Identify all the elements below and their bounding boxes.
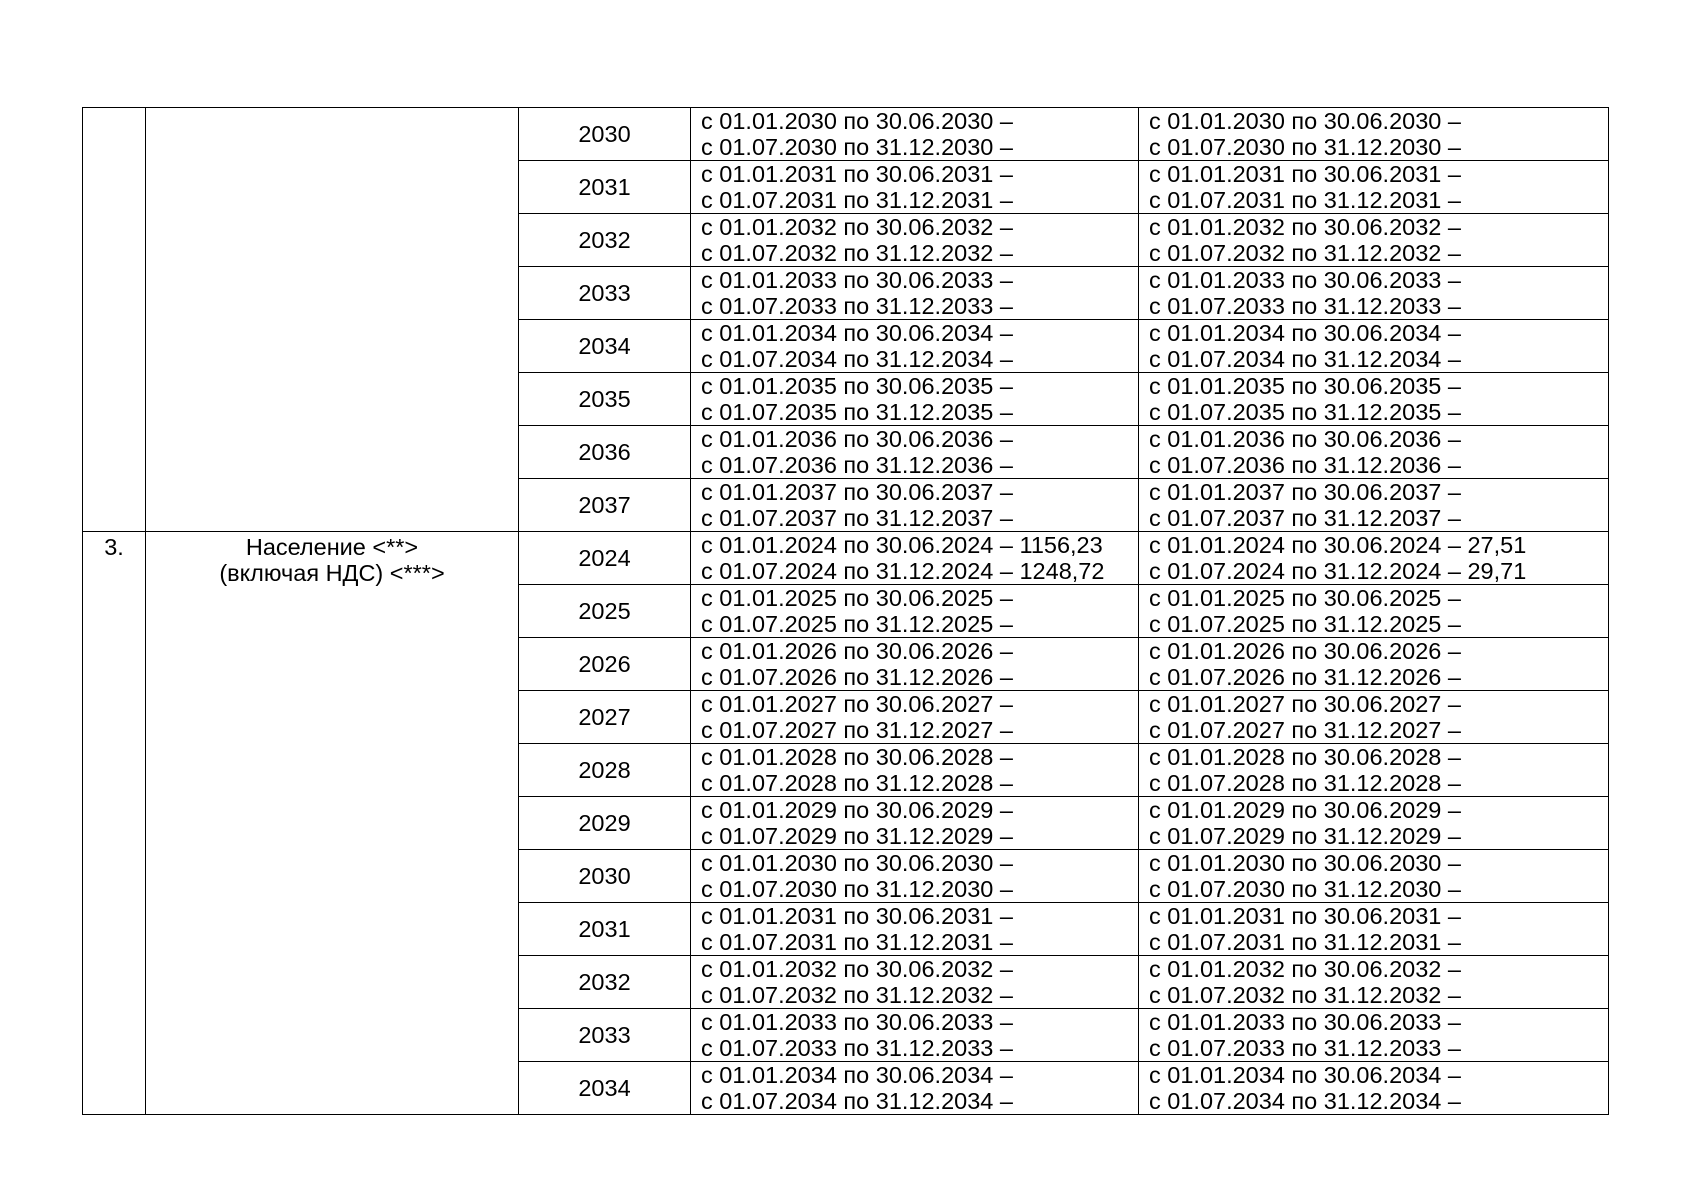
tariff-period-cell [691,108,1139,161]
period-line: с 01.07.2026 по 31.12.2026 – [1149,664,1461,690]
period-line: с 01.07.2033 по 31.12.2033 – [1149,293,1461,319]
period-line: с 01.07.2028 по 31.12.2028 – [701,770,1013,796]
tariff-period-cell [691,532,1139,585]
period-line: с 01.07.2031 по 31.12.2031 – [1149,187,1461,213]
period-line: с 01.01.2026 по 30.06.2026 – [1149,638,1461,664]
period-line: с 01.07.2032 по 31.12.2032 – [701,240,1013,266]
period-line: с 01.01.2034 по 30.06.2034 – [701,320,1013,346]
year-cell: 2032 [519,214,691,267]
consumer-category-cell [146,532,519,1115]
period-line: с 01.07.2024 по 31.12.2024 – 1248,72 [701,558,1105,584]
year-cell: 2031 [519,903,691,956]
section-number-cell [83,532,146,1115]
period-line: с 01.07.2037 по 31.12.2037 – [1149,505,1461,531]
period-line: с 01.01.2027 по 30.06.2027 – [1149,691,1461,717]
period-line: с 01.01.2027 по 30.06.2027 – [701,691,1013,717]
period-line: с 01.01.2034 по 30.06.2034 – [701,1062,1013,1088]
tariff-period-cell [691,373,1139,426]
period-line: с 01.07.2026 по 31.12.2026 – [701,664,1013,690]
section-number-cell [83,108,146,532]
period-line: с 01.07.2030 по 31.12.2030 – [701,134,1013,160]
consumer-category-line: Население <**> [245,534,419,560]
tariff-component-period-cell [1139,108,1609,161]
period-line: с 01.01.2034 по 30.06.2034 – [1149,320,1461,346]
tariff-period-cell [691,903,1139,956]
period-line: с 01.01.2030 по 30.06.2030 – [1149,850,1461,876]
period-line: с 01.07.2025 по 31.12.2025 – [701,611,1013,637]
period-line: с 01.07.2030 по 31.12.2030 – [701,876,1013,902]
period-line: с 01.07.2032 по 31.12.2032 – [701,982,1013,1008]
period-line: с 01.01.2036 по 30.06.2036 – [1149,426,1461,452]
period-line: с 01.07.2034 по 31.12.2034 – [701,346,1013,372]
period-line: с 01.07.2033 по 31.12.2033 – [701,293,1013,319]
year-cell: 2027 [519,691,691,744]
period-line: с 01.07.2034 по 31.12.2034 – [1149,346,1461,372]
tariff-component-period-cell [1139,903,1609,956]
period-line: с 01.01.2029 по 30.06.2029 – [1149,797,1461,823]
tariff-component-period-cell [1139,691,1609,744]
period-line: с 01.01.2030 по 30.06.2030 – [1149,108,1461,134]
period-line: с 01.01.2030 по 30.06.2030 – [701,850,1013,876]
tariff-component-period-cell [1139,267,1609,320]
year-cell: 2030 [519,850,691,903]
period-line: с 01.07.2031 по 31.12.2031 – [701,187,1013,213]
tariff-period-cell [691,267,1139,320]
consumer-category-line: (включая НДС) <***> [219,560,445,586]
period-line: с 01.01.2024 по 30.06.2024 – 27,51 [1149,532,1527,558]
tariff-period-cell [691,956,1139,1009]
period-line: с 01.07.2029 по 31.12.2029 – [701,823,1013,849]
tariff-period-cell [691,797,1139,850]
consumer-category-cell [146,108,519,532]
tariff-period-cell [691,214,1139,267]
tariff-component-period-cell [1139,426,1609,479]
year-cell: 2033 [519,267,691,320]
period-line: с 01.01.2036 по 30.06.2036 – [701,426,1013,452]
period-line: с 01.01.2031 по 30.06.2031 – [701,161,1013,187]
period-line: с 01.07.2031 по 31.12.2031 – [1149,929,1461,955]
period-line: с 01.07.2031 по 31.12.2031 – [701,929,1013,955]
year-cell: 2026 [519,638,691,691]
tariff-period-cell [691,426,1139,479]
period-line: с 01.01.2031 по 30.06.2031 – [701,903,1013,929]
section-number: 3. [104,534,124,560]
year-cell: 2032 [519,956,691,1009]
period-line: с 01.01.2029 по 30.06.2029 – [701,797,1013,823]
tariff-period-cell [691,320,1139,373]
table-row [83,108,1609,161]
period-line: с 01.01.2034 по 30.06.2034 – [1149,1062,1461,1088]
period-line: с 01.07.2034 по 31.12.2034 – [701,1088,1013,1114]
period-line: с 01.01.2024 по 30.06.2024 – 1156,23 [701,532,1103,558]
period-line: с 01.01.2032 по 30.06.2032 – [701,956,1013,982]
period-line: с 01.01.2031 по 30.06.2031 – [1149,161,1461,187]
tariff-component-period-cell [1139,532,1609,585]
tariff-period-cell [691,850,1139,903]
period-line: с 01.07.2032 по 31.12.2032 – [1149,982,1461,1008]
period-line: с 01.01.2033 по 30.06.2033 – [701,1009,1013,1035]
year-cell: 2034 [519,320,691,373]
table-row [83,532,1609,585]
tariff-component-period-cell [1139,585,1609,638]
tariff-period-cell [691,479,1139,532]
period-line: с 01.07.2024 по 31.12.2024 – 29,71 [1149,558,1527,584]
tariff-component-period-cell [1139,1062,1609,1115]
tariff-component-period-cell [1139,373,1609,426]
tariff-table-body [83,108,1609,1115]
tariff-component-period-cell [1139,479,1609,532]
period-line: с 01.01.2032 по 30.06.2032 – [701,214,1013,240]
year-cell: 2033 [519,1009,691,1062]
year-cell: 2024 [519,532,691,585]
period-line: с 01.07.2033 по 31.12.2033 – [1149,1035,1461,1061]
period-line: с 01.07.2033 по 31.12.2033 – [701,1035,1013,1061]
period-line: с 01.07.2032 по 31.12.2032 – [1149,240,1461,266]
tariff-component-period-cell [1139,214,1609,267]
tariff-component-period-cell [1139,320,1609,373]
period-line: с 01.01.2033 по 30.06.2033 – [701,267,1013,293]
tariff-component-period-cell [1139,797,1609,850]
year-cell: 2031 [519,161,691,214]
period-line: с 01.07.2028 по 31.12.2028 – [1149,770,1461,796]
tariff-period-cell [691,585,1139,638]
period-line: с 01.01.2035 по 30.06.2035 – [701,373,1013,399]
period-line: с 01.01.2030 по 30.06.2030 – [701,108,1013,134]
period-line: с 01.07.2035 по 31.12.2035 – [1149,399,1461,425]
period-line: с 01.07.2034 по 31.12.2034 – [1149,1088,1461,1114]
tariff-component-period-cell [1139,956,1609,1009]
year-cell: 2028 [519,744,691,797]
period-line: с 01.07.2030 по 31.12.2030 – [1149,134,1461,160]
period-line: с 01.01.2031 по 30.06.2031 – [1149,903,1461,929]
tariff-component-period-cell [1139,744,1609,797]
year-cell: 2030 [519,108,691,161]
period-line: с 01.07.2036 по 31.12.2036 – [1149,452,1461,478]
period-line: с 01.01.2025 по 30.06.2025 – [1149,585,1461,611]
tariff-period-cell [691,161,1139,214]
year-cell: 2029 [519,797,691,850]
period-line: с 01.01.2028 по 30.06.2028 – [701,744,1013,770]
tariff-period-cell [691,1062,1139,1115]
tariff-table [82,107,1609,1115]
period-line: с 01.07.2036 по 31.12.2036 – [701,452,1013,478]
tariff-component-period-cell [1139,638,1609,691]
period-line: с 01.01.2032 по 30.06.2032 – [1149,214,1461,240]
period-line: с 01.07.2037 по 31.12.2037 – [701,505,1013,531]
period-line: с 01.07.2025 по 31.12.2025 – [1149,611,1461,637]
period-line: с 01.01.2025 по 30.06.2025 – [701,585,1013,611]
period-line: с 01.07.2029 по 31.12.2029 – [1149,823,1461,849]
period-line: с 01.01.2035 по 30.06.2035 – [1149,373,1461,399]
tariff-period-cell [691,691,1139,744]
tariff-period-cell [691,744,1139,797]
period-line: с 01.01.2037 по 30.06.2037 – [1149,479,1461,505]
year-cell: 2035 [519,373,691,426]
tariff-period-cell [691,638,1139,691]
period-line: с 01.01.2037 по 30.06.2037 – [701,479,1013,505]
year-cell: 2036 [519,426,691,479]
period-line: с 01.01.2028 по 30.06.2028 – [1149,744,1461,770]
period-line: с 01.01.2032 по 30.06.2032 – [1149,956,1461,982]
period-line: с 01.01.2026 по 30.06.2026 – [701,638,1013,664]
period-line: с 01.07.2035 по 31.12.2035 – [701,399,1013,425]
period-line: с 01.07.2027 по 31.12.2027 – [701,717,1013,743]
tariff-component-period-cell [1139,1009,1609,1062]
period-line: с 01.01.2033 по 30.06.2033 – [1149,267,1461,293]
year-cell: 2025 [519,585,691,638]
tariff-component-period-cell [1139,850,1609,903]
tariff-component-period-cell [1139,161,1609,214]
year-cell: 2037 [519,479,691,532]
year-cell: 2034 [519,1062,691,1115]
period-line: с 01.07.2030 по 31.12.2030 – [1149,876,1461,902]
period-line: с 01.07.2027 по 31.12.2027 – [1149,717,1461,743]
period-line: с 01.01.2033 по 30.06.2033 – [1149,1009,1461,1035]
tariff-period-cell [691,1009,1139,1062]
